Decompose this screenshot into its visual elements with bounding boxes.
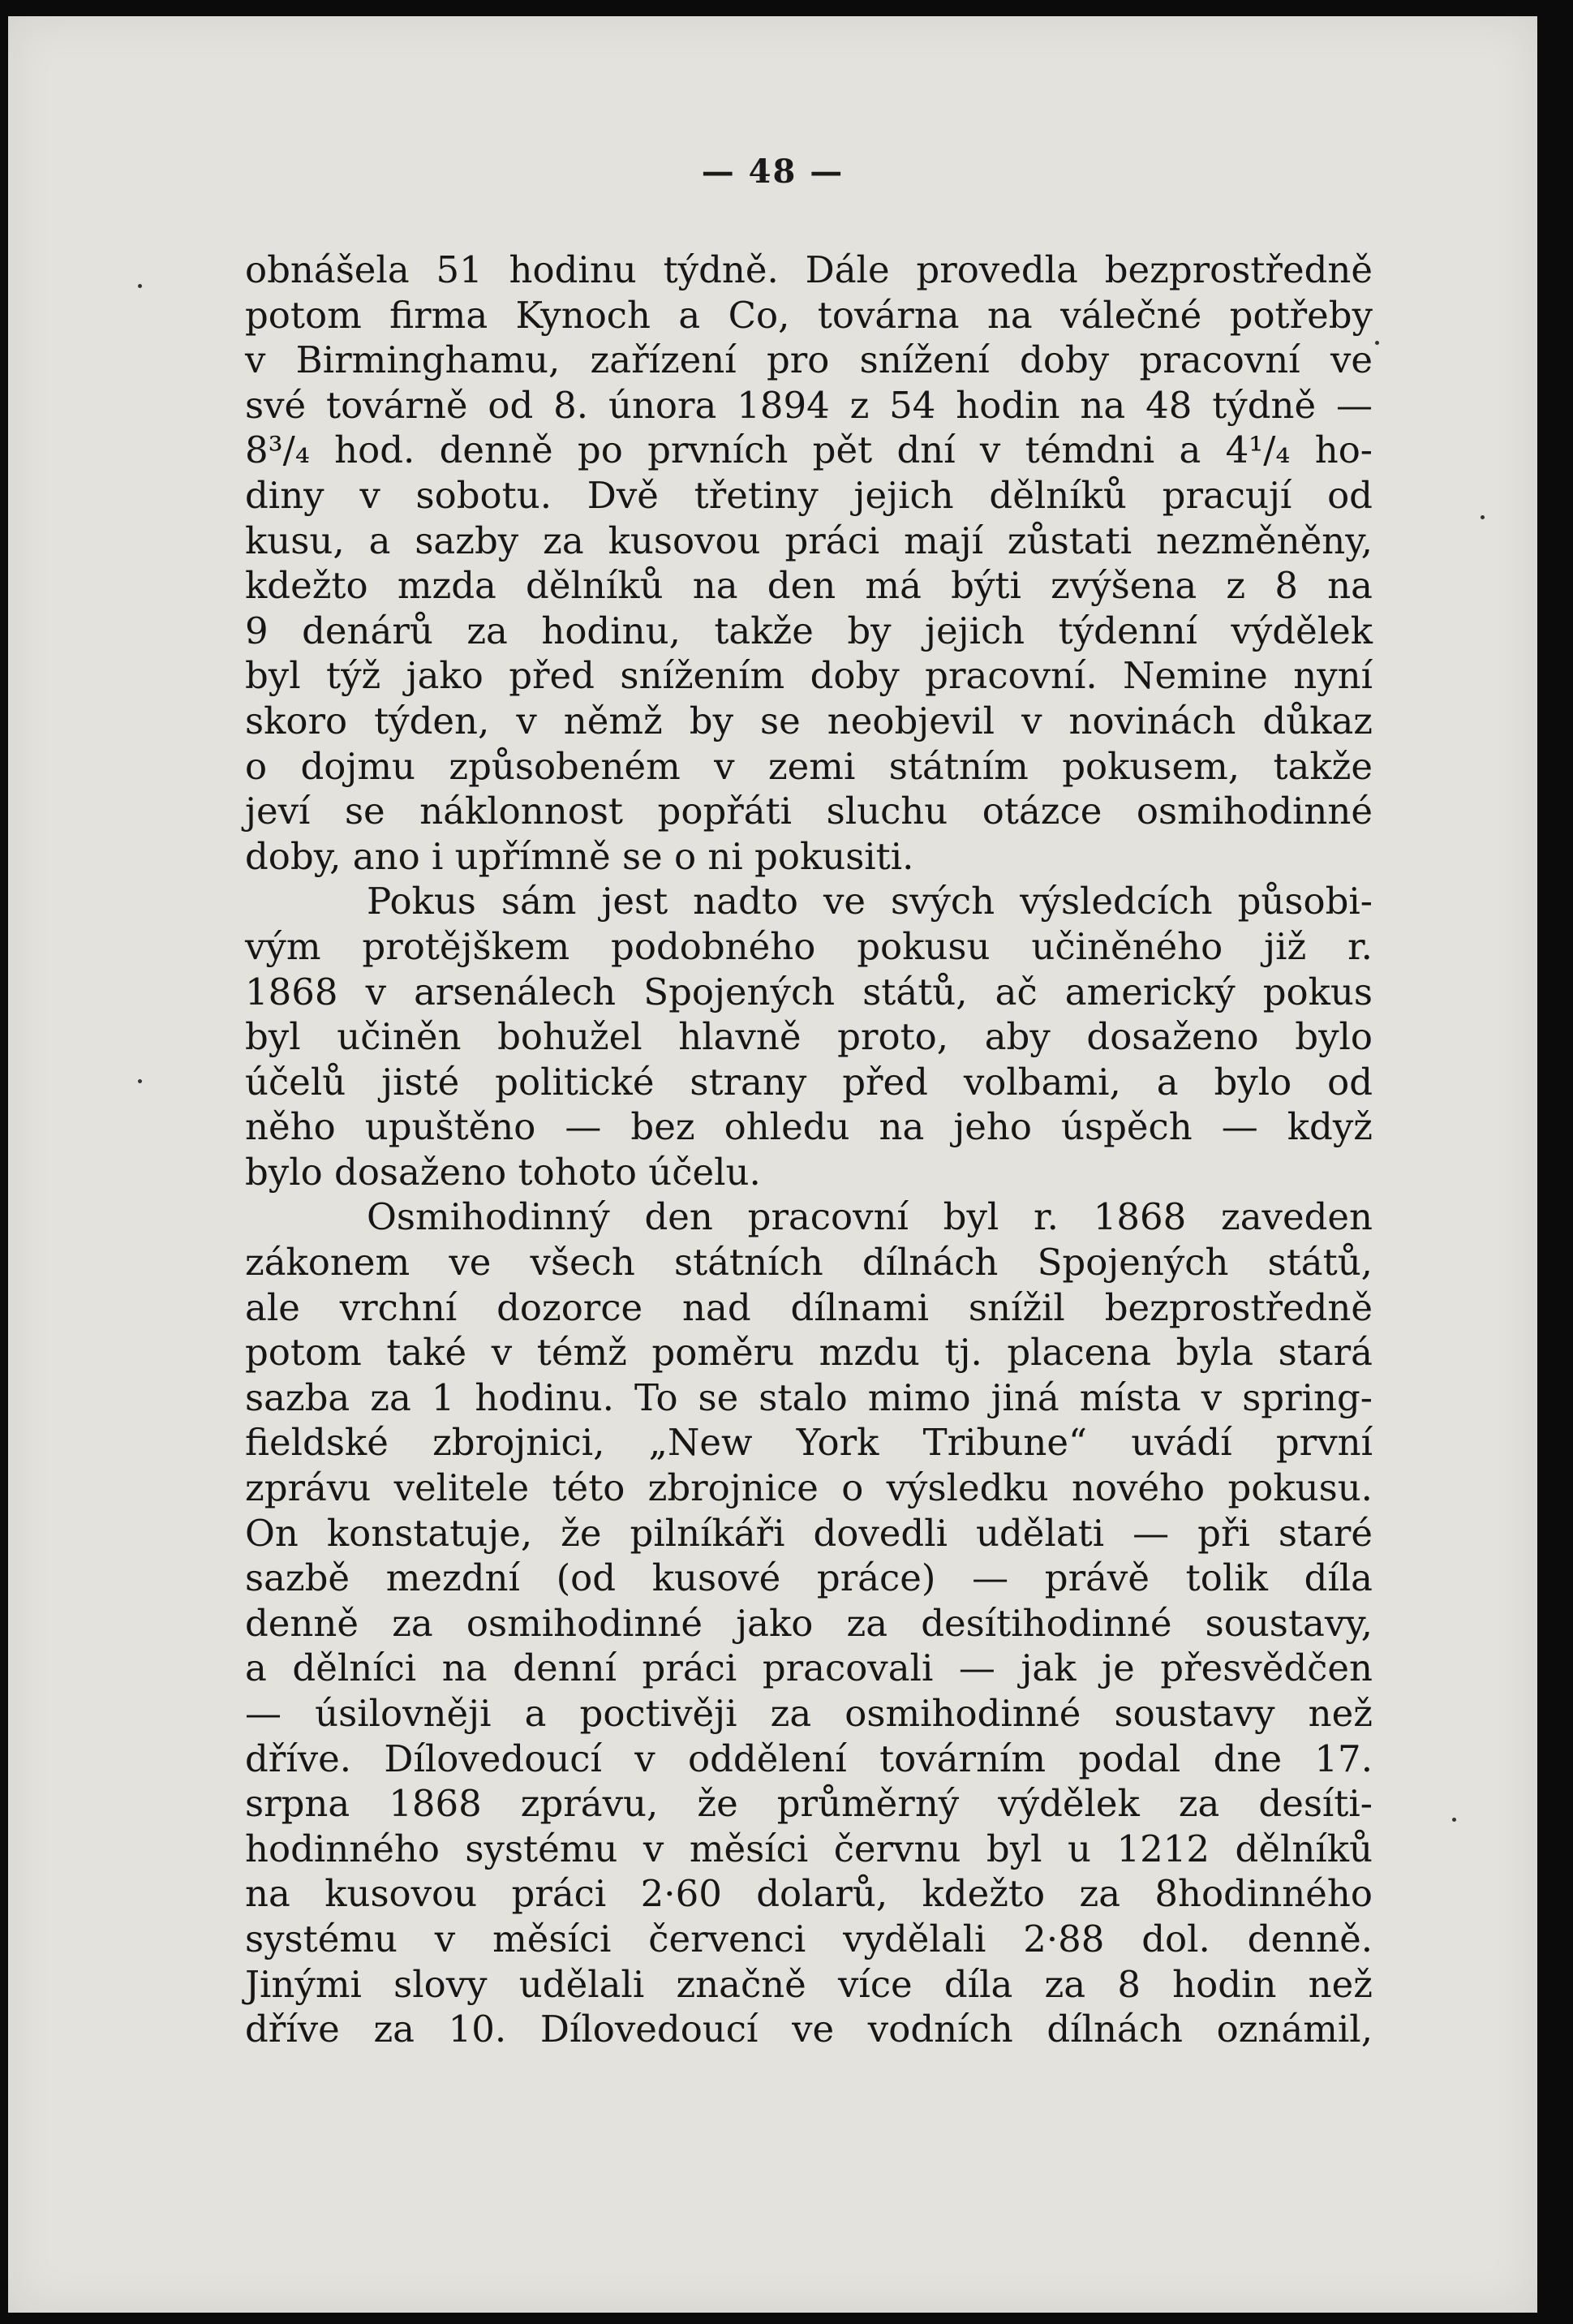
text-line: denně za osmihodinné jako za desítihodinné soustavy, [245,1601,1373,1645]
scan-speck [1375,341,1379,345]
text-line: dříve za 10. Dílovedoucí ve vodních dílnách oznámil, [245,2008,1373,2051]
paragraph [245,1194,1373,2051]
text-line: na kusovou práci 2·60 dolarů, kdežto za 8hodinného [245,1872,1373,1916]
text-line: o dojmu způsobeném v zemi státním pokusem, takže [245,744,1373,788]
scan-speck [138,284,142,288]
text-line: účelů jisté politické strany před volbami, a bylo od [245,1060,1373,1104]
text-line: sazba za 1 hodinu. To se stalo mimo jiná místa v spring- [245,1375,1373,1419]
text-line: 9 denárů za hodinu, takže by jejich týdenní výdělek [245,609,1373,652]
scan-speck [138,1079,142,1083]
text-line: doby, ano i upřímně se o ni pokusiti. [245,834,914,878]
scan-speck [1452,1818,1456,1822]
text-line: skoro týden, v němž by se neobjevil v novinách důkaz [245,699,1373,742]
scan-speck [1481,515,1485,519]
body-text [245,247,1373,2052]
text-line: něho upuštěno — bez ohledu na jeho úspěch — když [245,1105,1373,1149]
text-line: diny v sobotu. Dvě třetiny jejich dělníků pracují od [245,473,1373,517]
text-line: jeví se náklonnost popřáti sluchu otázce osmihodinné [245,790,1373,833]
text-line: bylo dosaženo tohoto účelu. [245,1150,761,1194]
text-line: ale vrchní dozorce nad dílnami snížil bezprostředně [245,1285,1373,1329]
text-line: obnášela 51 hodinu týdně. Dále provedla bezprostředně [245,248,1373,291]
text-line: srpna 1868 zprávu, že průměrný výdělek za desíti- [245,1782,1373,1826]
text-line: Osmihodinný den pracovní byl r. 1868 zaveden [367,1195,1373,1239]
text-line: 8³/₄ hod. denně po prvních pět dní v témdni a 4¹/₄ ho- [245,428,1373,472]
text-line: zprávu velitele této zbrojnice o výsledku nového pokusu. [245,1466,1373,1510]
text-line: systému v měsíci červenci vydělali 2·88 dol. denně. [245,1917,1373,1960]
text-line: byl učiněn bohužel hlavně proto, aby dosaženo bylo [245,1015,1373,1059]
book-page [8,16,1537,2313]
paragraph [245,247,1373,879]
paragraph [245,879,1373,1194]
text-line: On konstatuje, že pilníkáři dovedli udělati — při staré [245,1511,1373,1555]
text-line: Pokus sám jest nadto ve svých výsledcích působi- [367,880,1373,923]
text-line: zákonem ve všech státních dílnách Spojených států, [245,1241,1373,1285]
text-line: sazbě mezdní (od kusové práce) — právě tolik díla [245,1556,1373,1600]
text-line: — úsilovněji a poctivěji za osmihodinné soustavy než [245,1692,1373,1735]
text-line: potom firma Kynoch a Co, továrna na válečné potřeby [245,293,1373,337]
text-line: v Birminghamu, zařízení pro snížení doby pracovní ve [245,338,1373,382]
text-line: dříve. Dílovedoucí v oddělení továrním podal dne 17. [245,1737,1373,1780]
text-line: své továrně od 8. února 1894 z 54 hodin na 48 týdně — [245,383,1373,427]
text-line: kusu, a sazby za kusovou práci mají zůstati nezměněny, [245,519,1373,562]
text-line: byl týž jako před snížením doby pracovní. Nemine nyní [245,654,1373,698]
text-line: potom také v témž poměru mzdu tj. placena byla stará [245,1331,1373,1375]
text-line: a dělníci na denní práci pracovali — jak je přesvědčen [245,1646,1373,1690]
text-line: fieldské zbrojnici, „New York Tribune“ uvádí první [245,1421,1373,1465]
text-line: vým protějškem podobného pokusu učiněného již r. [245,924,1373,968]
text-line: Jinými slovy udělali značně více díla za 8 hodin než [245,1962,1373,2006]
text-line: hodinného systému v měsíci červnu byl u 1212 dělníků [245,1827,1373,1870]
text-line: kdežto mzda dělníků na den má býti zvýšena z 8 na [245,564,1373,608]
text-line: 1868 v arsenálech Spojených států, ač americký pokus [245,970,1373,1014]
page-number: — 48 — [701,153,845,191]
